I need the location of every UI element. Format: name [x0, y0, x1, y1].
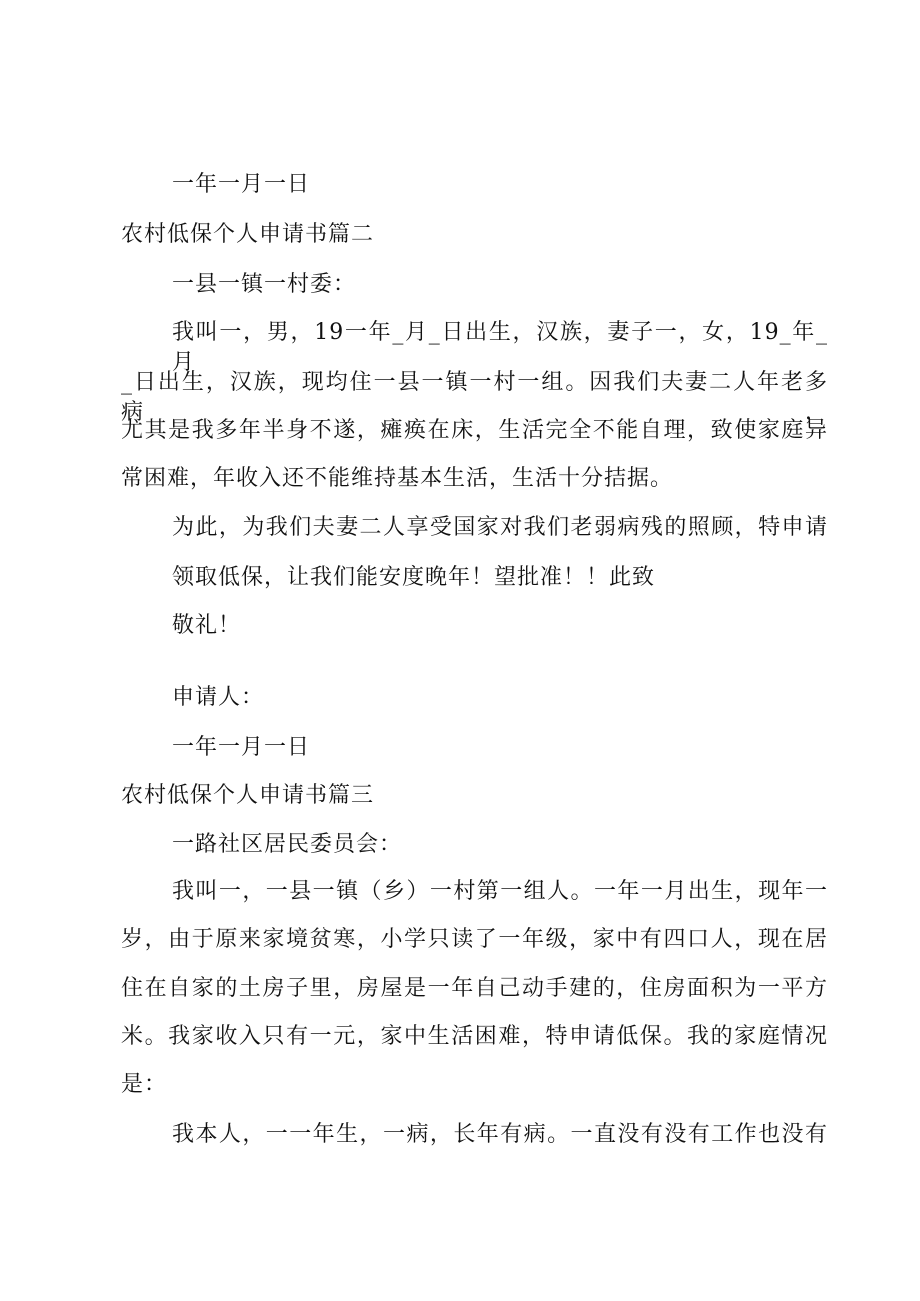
section-title-3: 农村低保个人申请书篇三: [121, 783, 375, 808]
paragraph-line: 我叫一，一县一镇（乡）一村第一组人。一年一月出生，现年一: [172, 879, 828, 904]
section-title-2: 农村低保个人申请书篇二: [121, 222, 375, 247]
paragraph-line: 我本人，一一年生，一病，长年有病。一直没有没有工作也没有: [172, 1122, 828, 1147]
paragraph-line: 米。我家收入只有一元，家中生活困难，特申请低保。我的家庭情况: [121, 1024, 828, 1049]
paragraph-line: 常困难，年收入还不能维持基本生活，生活十分拮据。: [121, 466, 674, 491]
paragraph-line: 是：: [121, 1072, 168, 1097]
paragraph-line: _日出生，汉族，现均住一县一镇一村一组。因我们夫妻二人年老多病，: [121, 370, 828, 425]
addressee-3: 一路社区居民委员会：: [172, 832, 403, 857]
salutation: 敬礼！: [172, 613, 242, 638]
date-line: 一年一月一日: [172, 735, 311, 760]
addressee-2: 一县一镇一村委：: [172, 272, 357, 297]
paragraph-line: 我叫一，男，19一年_月_日出生，汉族，妻子一，女，19_年_月: [172, 320, 828, 375]
applicant-label: 申请人：: [172, 685, 265, 710]
paragraph-line: 住在自家的土房子里，房屋是一年自己动手建的，住房面积为一平方: [121, 976, 828, 1001]
paragraph-line: 领取低保，让我们能安度晚年！望批准！！此致: [172, 565, 656, 590]
paragraph-line: 尤其是我多年半身不遂，瘫痪在床，生活完全不能自理，致使家庭异: [121, 418, 828, 443]
paragraph-line: 为此，为我们夫妻二人享受国家对我们老弱病残的照顾，特申请: [172, 515, 828, 540]
date-line-top: 一年一月一日: [172, 172, 311, 197]
paragraph-line: 岁，由于原来家境贫寒，小学只读了一年级，家中有四口人，现在居: [121, 927, 828, 952]
